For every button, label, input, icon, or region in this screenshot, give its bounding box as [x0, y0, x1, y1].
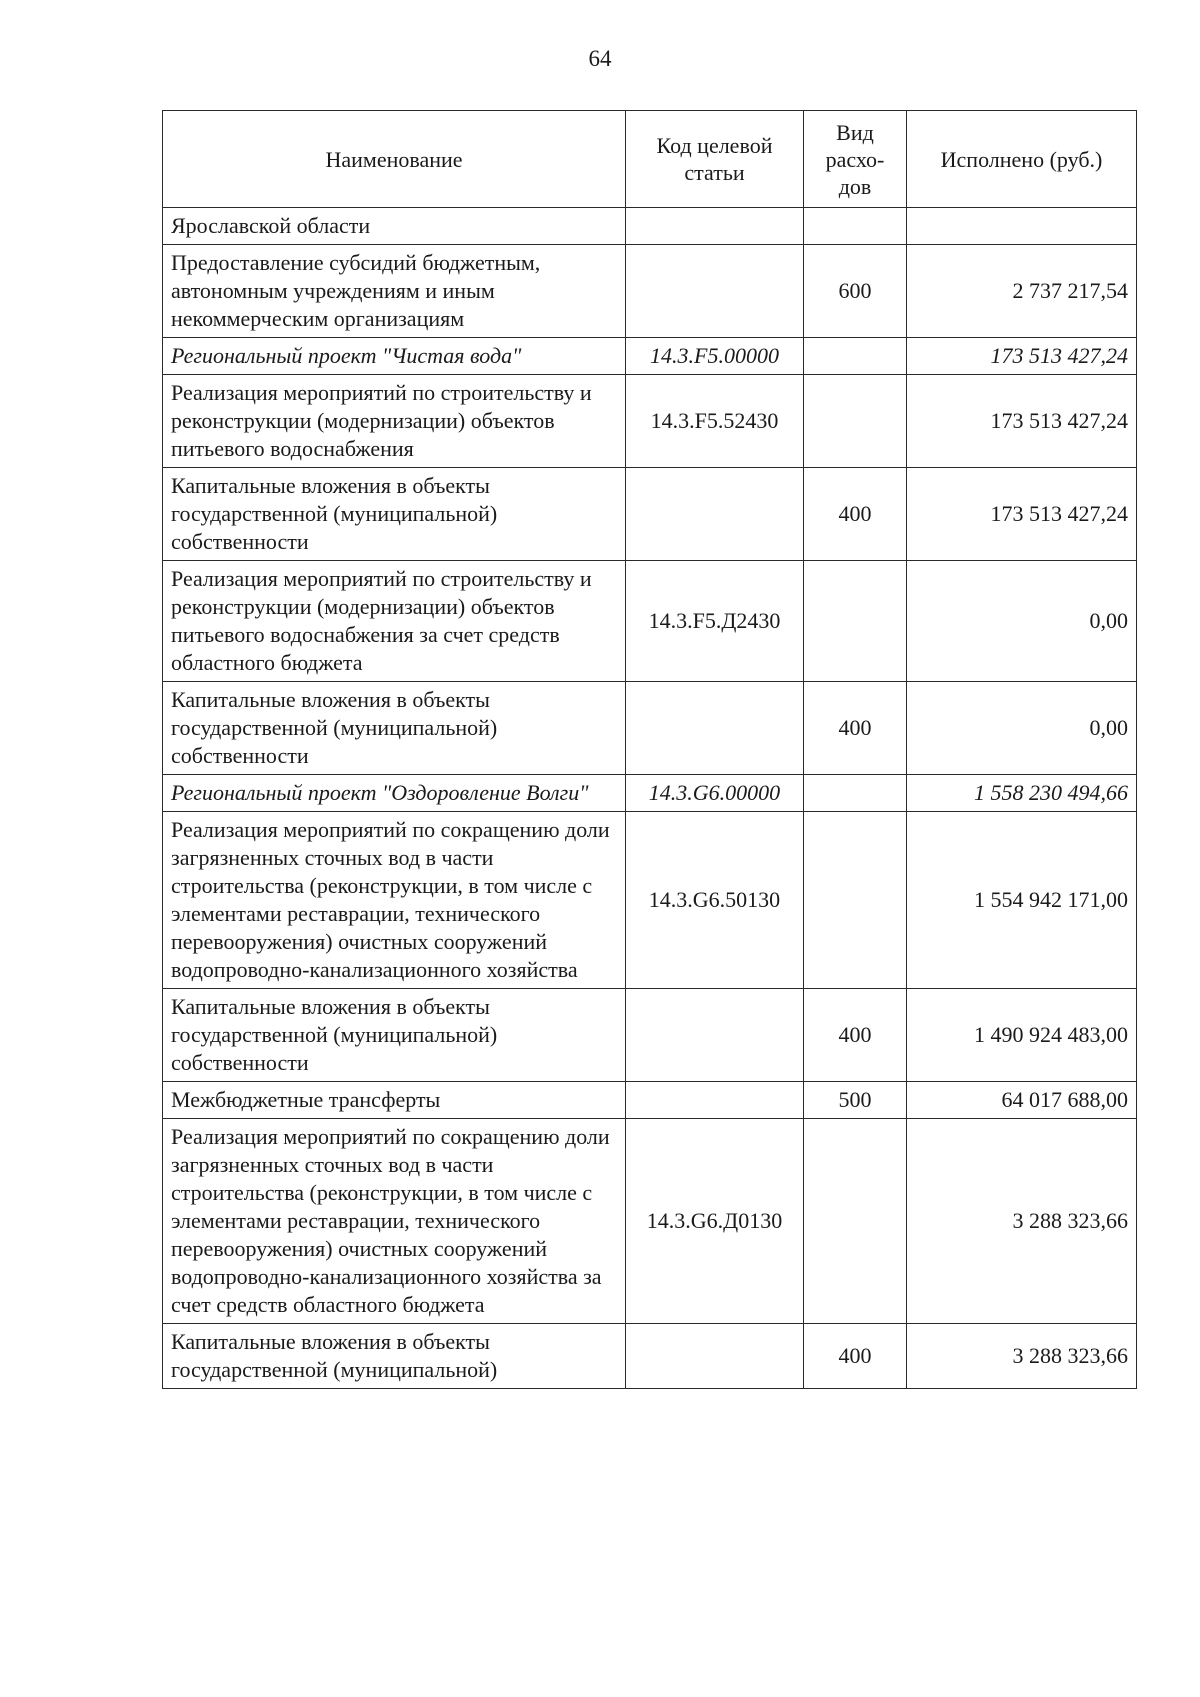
- row-code-cell: 14.3.F5.00000: [626, 338, 804, 375]
- expenditure-table: [162, 110, 1137, 1389]
- row-kind-cell: [804, 375, 907, 468]
- table-row: [163, 468, 1137, 561]
- header-name: Наименование: [163, 111, 626, 208]
- page-number: 64: [588, 46, 612, 71]
- table-row: [163, 775, 1137, 812]
- row-name-cell: Региональный проект "Оздоровление Волги": [163, 775, 626, 812]
- row-kind-cell: [804, 208, 907, 245]
- table-row: [163, 208, 1137, 245]
- table-row: [163, 1082, 1137, 1119]
- row-code-cell: [626, 989, 804, 1082]
- row-kind-cell: [804, 338, 907, 375]
- row-code-cell: [626, 1082, 804, 1119]
- row-name-cell: Капитальные вложения в объекты государственной (муниципальной) собственности: [163, 989, 626, 1082]
- row-kind-cell: 400: [804, 468, 907, 561]
- row-code-cell: [626, 1324, 804, 1389]
- table-row: [163, 812, 1137, 989]
- header-code: Код целевой статьи: [626, 111, 804, 208]
- row-code-cell: 14.3.F5.52430: [626, 375, 804, 468]
- row-sum-cell: 173 513 427,24: [907, 468, 1137, 561]
- row-sum-cell: 0,00: [907, 561, 1137, 682]
- row-code-cell: 14.3.G6.Д0130: [626, 1119, 804, 1324]
- table-row: [163, 375, 1137, 468]
- row-code-cell: [626, 208, 804, 245]
- row-name-cell: Региональный проект "Чистая вода": [163, 338, 626, 375]
- row-sum-cell: 64 017 688,00: [907, 1082, 1137, 1119]
- row-name-cell: Ярославской области: [163, 208, 626, 245]
- row-name-cell: Реализация мероприятий по строительству и реконструкции (модернизации) объектов питьевого водоснабжения за счет средств областного бюджета: [163, 561, 626, 682]
- row-sum-cell: 1 490 924 483,00: [907, 989, 1137, 1082]
- row-sum-cell: 3 288 323,66: [907, 1324, 1137, 1389]
- row-name-cell: Капитальные вложения в объекты государственной (муниципальной) собственности: [163, 682, 626, 775]
- row-name-cell: Реализация мероприятий по строительству и реконструкции (модернизации) объектов питьевого водоснабжения: [163, 375, 626, 468]
- table-row: [163, 1324, 1137, 1389]
- row-kind-cell: [804, 1119, 907, 1324]
- row-sum-cell: 3 288 323,66: [907, 1119, 1137, 1324]
- row-name-cell: Предоставление субсидий бюджетным, автономным учреждениям и иным некоммерческим организациям: [163, 245, 626, 338]
- row-name-cell: Капитальные вложения в объекты государственной (муниципальной): [163, 1324, 626, 1389]
- table-row: [163, 245, 1137, 338]
- row-sum-cell: 173 513 427,24: [907, 338, 1137, 375]
- row-kind-cell: [804, 812, 907, 989]
- row-code-cell: [626, 245, 804, 338]
- table-body: [163, 208, 1137, 1389]
- row-sum-cell: 1 554 942 171,00: [907, 812, 1137, 989]
- header-sum: Исполнено (руб.): [907, 111, 1137, 208]
- row-kind-cell: 400: [804, 682, 907, 775]
- row-code-cell: 14.3.F5.Д2430: [626, 561, 804, 682]
- row-sum-cell: 2 737 217,54: [907, 245, 1137, 338]
- row-code-cell: [626, 468, 804, 561]
- table-row: [163, 561, 1137, 682]
- table-row: [163, 1119, 1137, 1324]
- row-kind-cell: 400: [804, 1324, 907, 1389]
- row-sum-cell: 173 513 427,24: [907, 375, 1137, 468]
- row-code-cell: 14.3.G6.50130: [626, 812, 804, 989]
- row-name-cell: Межбюджетные трансферты: [163, 1082, 626, 1119]
- header-kind: Вид расхо-дов: [804, 111, 907, 208]
- row-name-cell: Реализация мероприятий по сокращению доли загрязненных сточных вод в части строительства (реконструкции, в том числе с элементами реставрации, технического перевооружения) очистных сооружений водопроводно-канализационного хозяйства за счет средств областного бюджета: [163, 1119, 626, 1324]
- row-kind-cell: 400: [804, 989, 907, 1082]
- row-kind-cell: [804, 561, 907, 682]
- row-kind-cell: [804, 775, 907, 812]
- row-name-cell: Реализация мероприятий по сокращению доли загрязненных сточных вод в части строительства (реконструкции, в том числе с элементами реставрации, технического перевооружения) очистных сооружений водопроводно-канализационного хозяйства: [163, 812, 626, 989]
- row-code-cell: 14.3.G6.00000: [626, 775, 804, 812]
- row-sum-cell: [907, 208, 1137, 245]
- table-row: [163, 682, 1137, 775]
- row-name-cell: Капитальные вложения в объекты государственной (муниципальной) собственности: [163, 468, 626, 561]
- row-kind-cell: 500: [804, 1082, 907, 1119]
- table-row: [163, 338, 1137, 375]
- table-row: [163, 989, 1137, 1082]
- row-code-cell: [626, 682, 804, 775]
- header-row: [163, 111, 1137, 208]
- row-sum-cell: 1 558 230 494,66: [907, 775, 1137, 812]
- row-sum-cell: 0,00: [907, 682, 1137, 775]
- row-kind-cell: 600: [804, 245, 907, 338]
